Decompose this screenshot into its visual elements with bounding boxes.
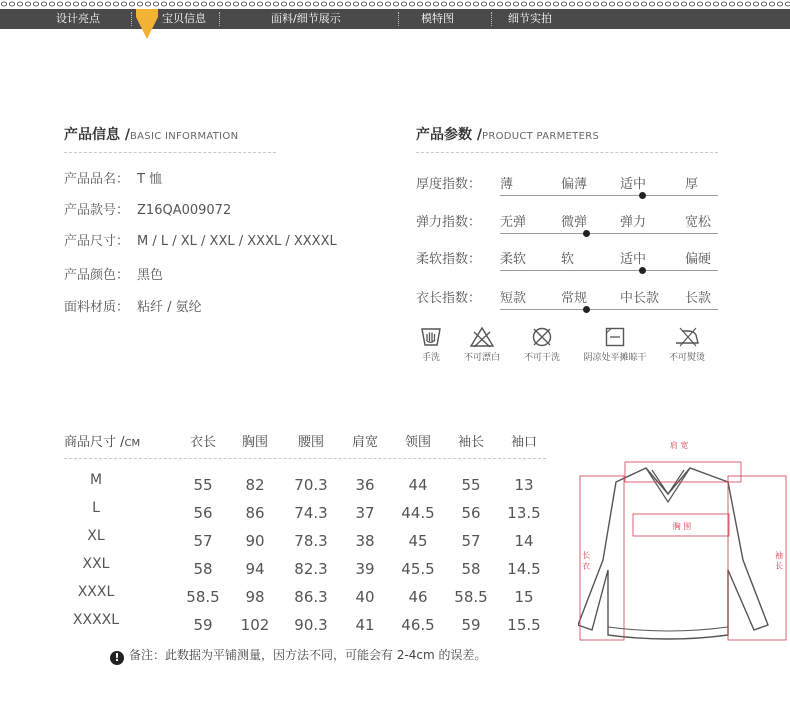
table-cell: 74.3 xyxy=(294,504,328,522)
table-cell: 55 xyxy=(461,476,481,494)
table-cell: 90 xyxy=(245,532,265,550)
size-label: XXXL xyxy=(77,584,115,600)
info-row-color xyxy=(64,264,163,283)
nav-tab-fabric-details[interactable]: 面料/细节展示 xyxy=(271,12,341,25)
nav-divider xyxy=(398,12,399,26)
care-no-dry-clean xyxy=(517,326,567,363)
param-option: 中长款 xyxy=(620,291,660,306)
info-value: Z16QA009072 xyxy=(137,203,232,218)
chest-label: 胸 围 xyxy=(672,522,692,531)
table-cell: 57 xyxy=(461,532,481,550)
param-scale-line xyxy=(500,309,718,310)
table-cell: 90.3 xyxy=(294,616,328,634)
nav-tab-product-info[interactable]: 宝贝信息 xyxy=(162,12,206,25)
column-header: 腰围 xyxy=(298,435,325,450)
size-label: M xyxy=(89,472,103,488)
table-cell: 98 xyxy=(245,588,265,606)
table-cell: 58 xyxy=(193,560,213,578)
nav-divider xyxy=(131,12,132,26)
param-label: 弹力指数： xyxy=(416,215,482,230)
params-title: 产品参数 / xyxy=(416,127,482,143)
param-scale-line xyxy=(500,233,718,234)
warning-icon: ! xyxy=(110,651,124,665)
param-selected-indicator xyxy=(583,306,590,313)
info-label: 产品款号： xyxy=(64,203,130,218)
care-no-bleach xyxy=(457,326,507,363)
param-selected-indicator xyxy=(583,230,590,237)
size-label: XXL xyxy=(82,556,110,572)
table-cell: 13 xyxy=(514,476,534,494)
nav-divider xyxy=(219,12,220,26)
size-table-header-label xyxy=(64,431,140,450)
table-cell: 37 xyxy=(355,504,375,522)
table-cell: 13.5 xyxy=(507,504,541,522)
table-cell: 14.5 xyxy=(507,560,541,578)
no-iron-icon xyxy=(672,326,702,348)
table-cell: 57 xyxy=(193,532,213,550)
care-label: 不可漂白 xyxy=(463,353,500,363)
heading-divider xyxy=(64,152,276,153)
param-label: 厚度指数： xyxy=(416,177,482,192)
param-option: 适中 xyxy=(620,252,647,267)
hand-wash-icon xyxy=(420,326,442,348)
table-divider xyxy=(64,458,546,459)
param-option: 常规 xyxy=(561,291,588,306)
dry-flat-shade-icon xyxy=(604,326,626,348)
info-label: 产品颜色： xyxy=(64,268,130,283)
param-label: 柔软指数： xyxy=(416,252,482,267)
sweater-measurement-diagram xyxy=(578,430,788,650)
basic-info-heading xyxy=(64,124,238,144)
param-option: 微弹 xyxy=(561,215,588,230)
param-label: 衣长指数： xyxy=(416,291,482,306)
param-scale-line xyxy=(500,195,718,196)
table-cell: 40 xyxy=(355,588,375,606)
care-label: 不可熨烫 xyxy=(668,353,705,363)
table-cell: 56 xyxy=(461,504,481,522)
table-cell: 44 xyxy=(408,476,428,494)
heading-divider xyxy=(416,152,718,153)
basic-info-subtitle: BASIC INFORMATION xyxy=(130,131,239,142)
table-cell: 46.5 xyxy=(401,616,435,634)
table-cell: 45.5 xyxy=(401,560,435,578)
column-header: 肩宽 xyxy=(352,435,379,450)
info-row-style-number xyxy=(64,199,231,218)
column-header: 胸围 xyxy=(242,435,269,450)
param-option: 宽松 xyxy=(685,215,712,230)
table-cell: 102 xyxy=(240,616,270,634)
info-label: 面料材质： xyxy=(64,300,130,315)
param-option: 偏硬 xyxy=(685,252,712,267)
nav-tab-design-highlights[interactable]: 设计亮点 xyxy=(56,12,100,25)
table-cell: 39 xyxy=(355,560,375,578)
param-option: 短款 xyxy=(500,291,527,306)
care-label: 手洗 xyxy=(421,353,440,363)
section-nav-bar xyxy=(0,9,790,29)
table-cell: 41 xyxy=(355,616,375,634)
table-cell: 44.5 xyxy=(401,504,435,522)
info-value: M / L / XL / XXL / XXXL / XXXXL xyxy=(137,234,337,249)
nav-tab-detail-shots[interactable]: 细节实拍 xyxy=(508,12,552,25)
table-cell: 15.5 xyxy=(507,616,541,634)
size-label: XL xyxy=(87,528,105,544)
param-option: 无弹 xyxy=(500,215,527,230)
table-cell: 15 xyxy=(514,588,534,606)
table-cell: 45 xyxy=(408,532,428,550)
table-cell: 36 xyxy=(355,476,375,494)
param-option: 弹力 xyxy=(620,215,647,230)
no-dry-clean-icon xyxy=(531,326,553,348)
nav-tab-model-photos[interactable]: 模特图 xyxy=(421,12,454,25)
table-cell: 14 xyxy=(514,532,534,550)
size-label: L xyxy=(92,500,100,516)
sleeve-label: 袖 长 xyxy=(774,550,784,570)
info-label: 产品尺寸： xyxy=(64,234,130,249)
column-header: 领围 xyxy=(405,435,432,450)
info-row-sizes xyxy=(64,230,337,249)
table-cell: 38 xyxy=(355,532,375,550)
table-cell: 82.3 xyxy=(294,560,328,578)
table-cell: 59 xyxy=(461,616,481,634)
care-label: 阴凉处平摊晾干 xyxy=(583,353,647,363)
table-cell: 56 xyxy=(193,504,213,522)
info-value: T 恤 xyxy=(137,172,163,187)
column-header: 袖长 xyxy=(458,435,485,450)
param-selected-indicator xyxy=(639,192,646,199)
care-hand-wash xyxy=(416,326,446,363)
table-cell: 82 xyxy=(245,476,265,494)
basic-info-title: 产品信息 / xyxy=(64,127,130,143)
table-cell: 58.5 xyxy=(186,588,220,606)
table-cell: 86.3 xyxy=(294,588,328,606)
info-value: 黑色 xyxy=(137,268,164,283)
nav-divider xyxy=(491,12,492,26)
note-text: 备注：此数据为平铺测量，因方法不同，可能会有 2-4cm 的误差。 xyxy=(129,648,487,662)
length-label: 长 衣 xyxy=(581,550,591,570)
table-cell: 58.5 xyxy=(454,588,488,606)
column-header: 衣长 xyxy=(190,435,217,450)
info-value: 粘纤 / 氨纶 xyxy=(137,300,202,315)
size-label: XXXXL xyxy=(72,612,120,628)
param-option: 厚 xyxy=(685,177,699,192)
decorative-chain-border xyxy=(0,0,790,8)
params-subtitle: PRODUCT PARMETERS xyxy=(482,131,600,142)
care-no-iron xyxy=(662,326,712,363)
shoulder-label: 肩 宽 xyxy=(669,441,689,450)
table-cell: 70.3 xyxy=(294,476,328,494)
table-cell: 94 xyxy=(245,560,265,578)
table-cell: 55 xyxy=(193,476,213,494)
info-row-material xyxy=(64,296,202,315)
active-tab-pointer-icon xyxy=(136,17,158,39)
table-cell: 78.3 xyxy=(294,532,328,550)
params-heading xyxy=(416,124,599,144)
info-row-name xyxy=(64,168,162,187)
measurement-note xyxy=(110,646,487,665)
size-header-unit: CM xyxy=(124,438,141,449)
care-dry-flat-shade xyxy=(577,326,653,363)
care-label: 不可干洗 xyxy=(523,353,560,363)
table-cell: 59 xyxy=(193,616,213,634)
param-selected-indicator xyxy=(639,267,646,274)
table-cell: 58 xyxy=(461,560,481,578)
no-bleach-icon xyxy=(469,326,495,348)
table-cell: 86 xyxy=(245,504,265,522)
param-scale-line xyxy=(500,270,718,271)
size-header-title: 商品尺寸 / xyxy=(64,435,125,450)
param-option: 薄 xyxy=(500,177,514,192)
table-cell: 46 xyxy=(408,588,428,606)
param-option: 偏薄 xyxy=(561,177,588,192)
active-tab-marker xyxy=(136,9,158,17)
info-label: 产品品名： xyxy=(64,172,130,187)
param-option: 长款 xyxy=(685,291,712,306)
param-option: 适中 xyxy=(620,177,647,192)
column-header: 袖口 xyxy=(511,435,538,450)
param-option: 软 xyxy=(561,252,575,267)
param-option: 柔软 xyxy=(500,252,527,267)
